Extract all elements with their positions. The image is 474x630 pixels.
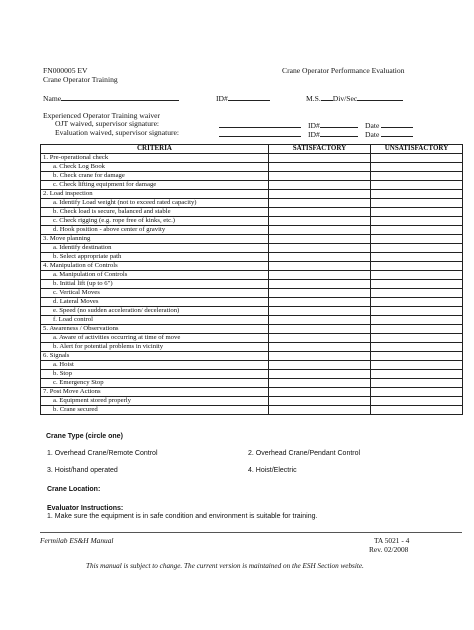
table-row: [41, 406, 463, 415]
table-row: [41, 361, 463, 370]
satisfactory-cell[interactable]: [269, 298, 371, 307]
evaluator-instructions-title: Evaluator Instructions:: [47, 505, 124, 512]
unsatisfactory-cell[interactable]: [371, 316, 463, 325]
satisfactory-cell[interactable]: [269, 262, 371, 271]
criteria-cell: b. Crane secured: [41, 406, 269, 415]
satisfactory-cell[interactable]: [269, 253, 371, 262]
crane-option-2[interactable]: 2. Overhead Crane/Pendant Control: [248, 450, 361, 457]
satisfactory-cell[interactable]: [269, 361, 371, 370]
unsatisfactory-cell[interactable]: [371, 172, 463, 181]
footer-revision: Rev. 02/2008: [369, 545, 409, 554]
crane-option-3[interactable]: 3. Hoist/hand operated: [47, 467, 118, 474]
criteria-cell: 5. Awareness / Observations: [41, 325, 269, 334]
table-row: [41, 181, 463, 190]
table-row: [41, 307, 463, 316]
criteria-cell: a. Manipulation of Controls: [41, 271, 269, 280]
satisfactory-cell[interactable]: [269, 208, 371, 217]
satisfactory-cell[interactable]: [269, 199, 371, 208]
eval-date-field[interactable]: [365, 128, 413, 139]
unsatisfactory-cell[interactable]: [371, 163, 463, 172]
unsatisfactory-cell[interactable]: [371, 244, 463, 253]
table-row: [41, 397, 463, 406]
table-row: [41, 172, 463, 181]
table-row: [41, 163, 463, 172]
form-subtitle: Crane Operator Training: [43, 75, 118, 84]
divsec-line[interactable]: [357, 92, 403, 101]
eval-date-line[interactable]: [381, 128, 413, 137]
footer-manual: Fermilab ES&H Manual: [40, 536, 114, 545]
name-field[interactable]: [43, 92, 179, 103]
table-row: [41, 343, 463, 352]
criteria-cell: a. Hoist: [41, 361, 269, 370]
unsatisfactory-cell[interactable]: [371, 307, 463, 316]
table-row: [41, 316, 463, 325]
evaluator-instruction-1: 1. Make sure the equipment is in safe condition and environment is suitable for training.: [47, 513, 318, 520]
ojt-signature-line[interactable]: [219, 119, 301, 128]
unsatisfactory-cell[interactable]: [371, 361, 463, 370]
ms-line[interactable]: [321, 92, 333, 101]
table-row: [41, 289, 463, 298]
satisfactory-cell[interactable]: [269, 334, 371, 343]
criteria-cell: a. Identify Load weight (not to exceed rated capacity): [41, 199, 269, 208]
satisfactory-cell[interactable]: [269, 190, 371, 199]
satisfactory-cell[interactable]: [269, 289, 371, 298]
table-row: [41, 271, 463, 280]
satisfactory-cell[interactable]: [269, 370, 371, 379]
ojt-date-line[interactable]: [381, 119, 413, 128]
criteria-cell: 6. Signals: [41, 352, 269, 361]
unsatisfactory-cell[interactable]: [371, 280, 463, 289]
ojt-id-line[interactable]: [320, 119, 358, 128]
satisfactory-cell[interactable]: [269, 343, 371, 352]
criteria-cell: b. Check crane for damage: [41, 172, 269, 181]
criteria-cell: b. Initial lift (up to 6"): [41, 280, 269, 289]
table-row: [41, 280, 463, 289]
table-row: [41, 352, 463, 361]
eval-id-field[interactable]: [308, 128, 358, 139]
criteria-cell: 4. Manipulation of Controls: [41, 262, 269, 271]
satisfactory-cell[interactable]: [269, 388, 371, 397]
ojt-waived-label: OJT waived, supervisor signature:: [55, 119, 160, 128]
divsec-label: Div/Sec: [332, 94, 358, 103]
footer-note: This manual is subject to change. The current version is maintained on the ESH Section website.: [86, 562, 364, 570]
unsatisfactory-cell[interactable]: [371, 199, 463, 208]
table-row: [41, 379, 463, 388]
criteria-cell: d. Hook position - above center of gravity: [41, 226, 269, 235]
table-header-row: [41, 145, 463, 154]
satisfactory-cell[interactable]: [269, 154, 371, 163]
ms-divsec-field[interactable]: [306, 92, 403, 103]
criteria-table: [40, 144, 463, 415]
eval-date-label: Date: [365, 130, 380, 139]
ms-label: M.S.: [306, 94, 321, 103]
unsatisfactory-cell[interactable]: [371, 406, 463, 415]
unsatisfactory-cell[interactable]: [371, 271, 463, 280]
table-row: [41, 298, 463, 307]
unsatisfactory-cell[interactable]: [371, 397, 463, 406]
satisfactory-cell[interactable]: [269, 316, 371, 325]
criteria-cell: d. Lateral Moves: [41, 298, 269, 307]
table-row: [41, 253, 463, 262]
unsatisfactory-cell[interactable]: [371, 352, 463, 361]
table-row: [41, 262, 463, 271]
satisfactory-cell[interactable]: [269, 397, 371, 406]
unsatisfactory-cell[interactable]: [371, 262, 463, 271]
table-row: [41, 370, 463, 379]
unsatisfactory-cell[interactable]: [371, 370, 463, 379]
table-row: [41, 388, 463, 397]
satisfactory-cell[interactable]: [269, 271, 371, 280]
ojt-date-label: Date: [365, 121, 380, 130]
unsatisfactory-cell[interactable]: [371, 379, 463, 388]
satisfactory-cell[interactable]: [269, 163, 371, 172]
name-label: Name: [43, 94, 62, 103]
eval-signature-line[interactable]: [219, 128, 301, 137]
satisfactory-cell[interactable]: [269, 307, 371, 316]
satisfactory-cell[interactable]: [269, 235, 371, 244]
table-row: [41, 190, 463, 199]
eval-waived-label: Evaluation waived, supervisor signature:: [55, 128, 179, 137]
satisfactory-cell[interactable]: [269, 172, 371, 181]
criteria-cell: e. Speed (no sudden acceleration/ deceleration): [41, 307, 269, 316]
satisfactory-cell[interactable]: [269, 244, 371, 253]
satisfactory-cell[interactable]: [269, 226, 371, 235]
unsatisfactory-cell[interactable]: [371, 154, 463, 163]
satisfactory-cell[interactable]: [269, 406, 371, 415]
unsatisfactory-cell[interactable]: [371, 217, 463, 226]
unsatisfactory-header: UNSATISFACTORY: [371, 145, 463, 154]
unsatisfactory-cell[interactable]: [371, 235, 463, 244]
unsatisfactory-cell[interactable]: [371, 388, 463, 397]
criteria-cell: b. Alert for potential problems in vicinity: [41, 343, 269, 352]
table-row: [41, 217, 463, 226]
waiver-title: Experienced Operator Training waiver: [43, 111, 161, 120]
criteria-body: [41, 154, 463, 415]
satisfactory-cell[interactable]: [269, 217, 371, 226]
form-id: FN000005 EV: [43, 66, 88, 75]
crane-option-1[interactable]: 1. Overhead Crane/Remote Control: [47, 450, 158, 457]
table-row: [41, 226, 463, 235]
ojt-id-label: ID#: [308, 121, 320, 130]
satisfactory-cell[interactable]: [269, 352, 371, 361]
footer-divider: [40, 532, 462, 533]
table-row: [41, 235, 463, 244]
criteria-cell: c. Check lifting equipment for damage: [41, 181, 269, 190]
crane-type-title: Crane Type (circle one): [46, 433, 123, 440]
name-line[interactable]: [61, 92, 179, 101]
unsatisfactory-cell[interactable]: [371, 298, 463, 307]
criteria-cell: 7. Post Move Actions: [41, 388, 269, 397]
unsatisfactory-cell[interactable]: [371, 343, 463, 352]
satisfactory-header: SATISFACTORY: [269, 145, 371, 154]
evaluation-title: Crane Operator Performance Evaluation: [282, 66, 405, 75]
criteria-cell: a. Aware of activities occurring at time of move: [41, 334, 269, 343]
table-row: [41, 199, 463, 208]
criteria-cell: b. Check load is secure, balanced and stable: [41, 208, 269, 217]
criteria-cell: 2. Load inspection: [41, 190, 269, 199]
crane-option-4[interactable]: 4. Hoist/Electric: [248, 467, 297, 474]
criteria-cell: c. Emergency Stop: [41, 379, 269, 388]
crane-location-label: Crane Location:: [47, 486, 101, 493]
eval-id-label: ID#: [308, 130, 320, 139]
criteria-cell: a. Equipment stored properly: [41, 397, 269, 406]
satisfactory-cell[interactable]: [269, 181, 371, 190]
unsatisfactory-cell[interactable]: [371, 190, 463, 199]
criteria-cell: 3. Move planning: [41, 235, 269, 244]
table-row: [41, 334, 463, 343]
criteria-cell: c. Vertical Moves: [41, 289, 269, 298]
table-row: [41, 208, 463, 217]
unsatisfactory-cell[interactable]: [371, 181, 463, 190]
criteria-cell: a. Check Log Book: [41, 163, 269, 172]
unsatisfactory-cell[interactable]: [371, 208, 463, 217]
table-row: [41, 325, 463, 334]
unsatisfactory-cell[interactable]: [371, 334, 463, 343]
footer-ta-number: TA 5021 - 4: [374, 536, 410, 545]
criteria-cell: c. Check rigging (e.g. rope free of kinks, etc.): [41, 217, 269, 226]
criteria-cell: b. Stop: [41, 370, 269, 379]
criteria-cell: b. Select appropriate path: [41, 253, 269, 262]
satisfactory-cell[interactable]: [269, 280, 371, 289]
unsatisfactory-cell[interactable]: [371, 289, 463, 298]
unsatisfactory-cell[interactable]: [371, 253, 463, 262]
criteria-header: CRITERIA: [41, 145, 269, 154]
table-row: [41, 244, 463, 253]
criteria-cell: 1. Pre-operational check: [41, 154, 269, 163]
criteria-cell: f. Load control: [41, 316, 269, 325]
id-field[interactable]: [216, 92, 270, 103]
unsatisfactory-cell[interactable]: [371, 226, 463, 235]
table-row: [41, 154, 463, 163]
eval-id-line[interactable]: [320, 128, 358, 137]
satisfactory-cell[interactable]: [269, 379, 371, 388]
id-line[interactable]: [228, 92, 270, 101]
unsatisfactory-cell[interactable]: [371, 325, 463, 334]
criteria-cell: a. Identify destination: [41, 244, 269, 253]
satisfactory-cell[interactable]: [269, 325, 371, 334]
id-label: ID#: [216, 94, 228, 103]
